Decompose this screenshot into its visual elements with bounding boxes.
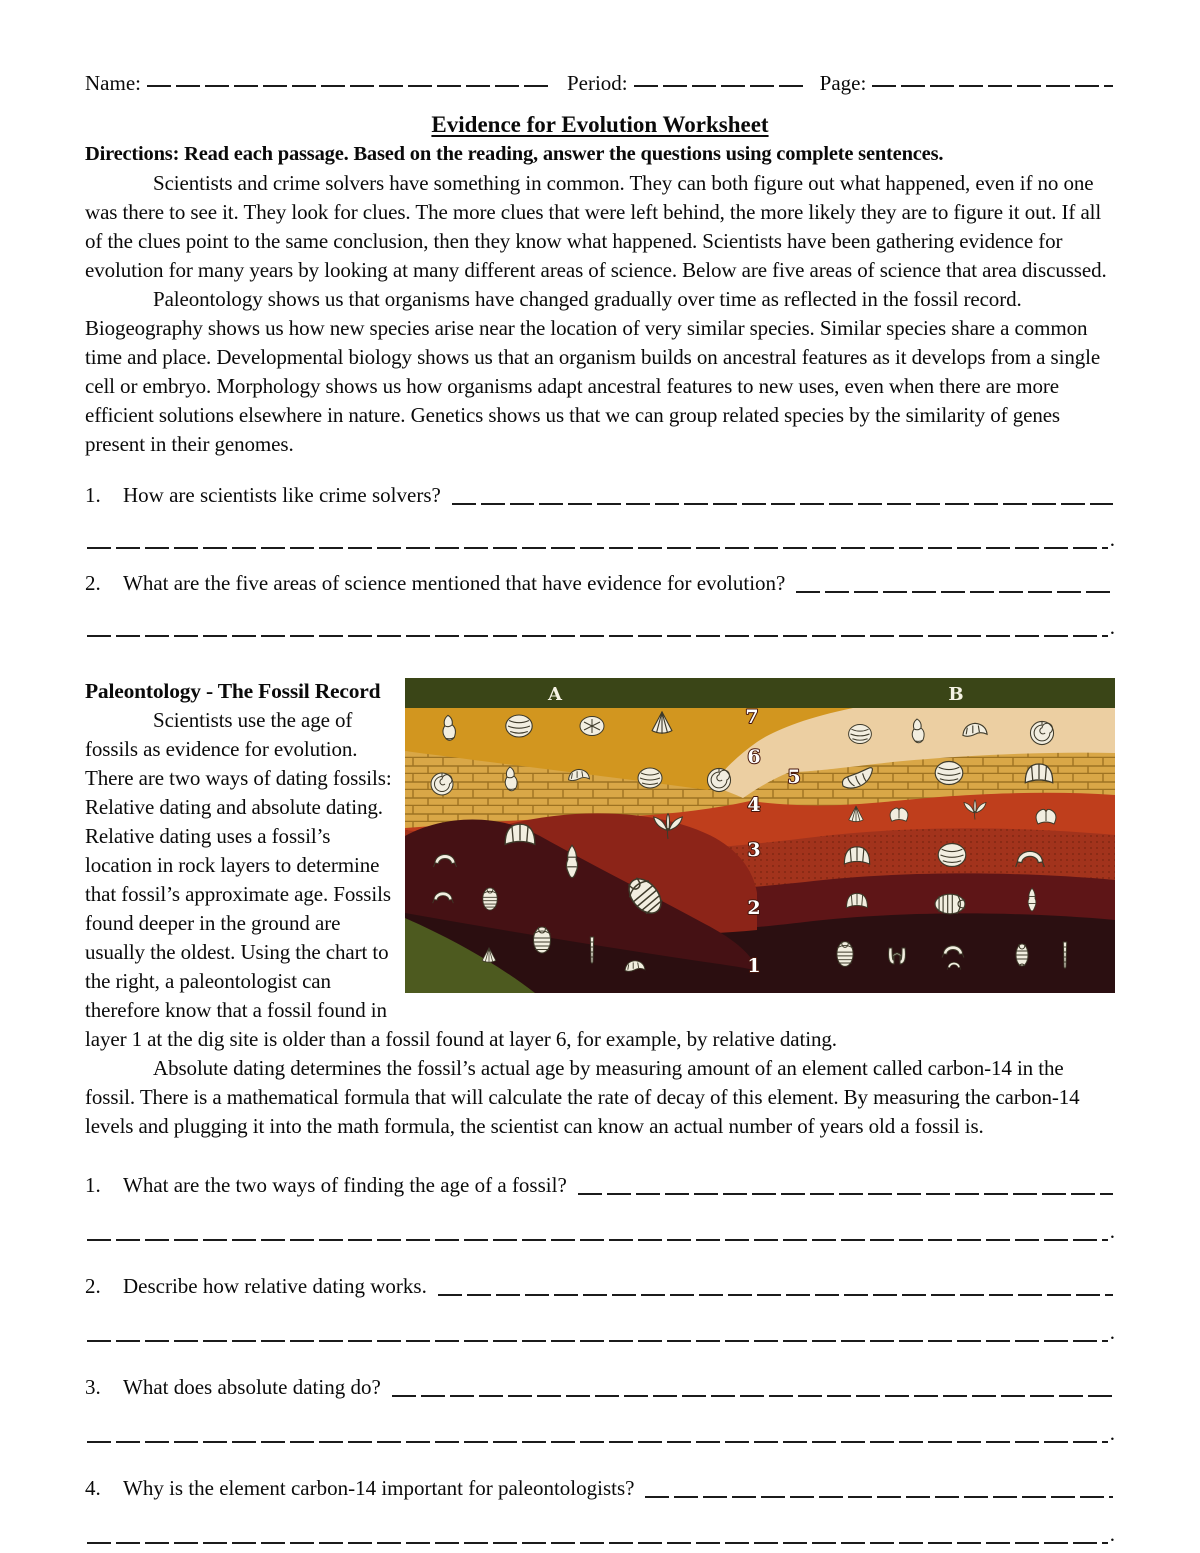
name-blank[interactable] <box>141 68 553 90</box>
fossil-icon <box>506 715 532 737</box>
question-text: What are the two ways of finding the age of a fossil? <box>123 1173 567 1197</box>
fossil-icon <box>431 773 453 795</box>
question-number: 1. <box>85 483 101 507</box>
line-terminator: . <box>1109 615 1115 639</box>
intro-paragraph-2: Paleontology shows us that organisms have changed gradually over time as reflected in the fossil record. Biogeography shows us how new species arise near the location of very similar species. Similar species share a common time and place. Developmental biology shows us that an organism builds on ancestral features as it develops from a single cell or embryo. Morphology shows us how organisms adapt ancestral features to new uses, even when there are more efficient solutions elsewhere in nature. Genetics shows us that we can group related species by the similarity of genes present in their genomes. <box>85 287 1101 456</box>
question-3 <box>85 1373 1115 1448</box>
intro-questions <box>85 481 1115 642</box>
fossil-icon <box>580 717 604 736</box>
question-number: 1. <box>85 1173 101 1197</box>
question-text: Describe how relative dating works. <box>123 1274 427 1298</box>
layer-3-label: 3 <box>747 839 761 861</box>
fossil-icon <box>483 888 497 910</box>
answer-blank[interactable] <box>643 1474 1115 1503</box>
answer-blank[interactable] <box>450 481 1115 510</box>
line-terminator: . <box>1109 1320 1115 1344</box>
question-number: 2. <box>85 571 101 595</box>
question-1 <box>85 1171 1115 1246</box>
paleontology-section <box>85 676 1115 1141</box>
question-text: How are scientists like crime solvers? <box>123 483 441 507</box>
question-2 <box>85 569 1115 642</box>
answer-blank-line2[interactable] <box>85 1217 1110 1246</box>
answer-blank-line2[interactable] <box>85 613 1110 642</box>
answer-blank[interactable] <box>576 1171 1115 1200</box>
question-number: 2. <box>85 1274 101 1298</box>
layer-5-label: 5 <box>787 766 801 788</box>
fossil-icon <box>935 762 963 785</box>
line-terminator: . <box>1109 1421 1115 1445</box>
question-1 <box>85 481 1115 554</box>
layer-4-label: 4 <box>747 794 761 816</box>
answer-blank-line2[interactable] <box>85 1318 1110 1347</box>
fossil-icon <box>935 894 965 914</box>
intro-paragraph-1: Scientists and crime solvers have something in common. They can both figure out what happened, even if no one was there to see it. They look for clues. The more clues that were left behind, the more likely they are to figure it out. If all of the clues point to the same conclusion, then they know what happened. Scientists have been gathering evidence for evolution for many years by looking at many different areas of science. Below are five areas of science that area discussed. <box>85 171 1107 282</box>
question-text: Why is the element carbon-14 important for paleontologists? <box>123 1476 635 1500</box>
question-number: 4. <box>85 1476 101 1500</box>
fossil-icon <box>707 768 730 791</box>
layer-6-label: 6 <box>747 746 761 768</box>
fossil-icon <box>638 768 662 788</box>
line-terminator: . <box>1109 527 1115 551</box>
fossil-icon <box>1016 944 1028 966</box>
fossil-strata-figure <box>405 678 1115 993</box>
layer-2-label: 2 <box>747 897 761 919</box>
line-terminator: . <box>1109 1522 1115 1546</box>
page-title: Evidence for Evolution Worksheet <box>431 112 769 137</box>
question-4 <box>85 1474 1115 1549</box>
fossil-icon <box>890 808 908 821</box>
name-label: Name: <box>85 71 141 95</box>
directions-line: Directions: Read each passage. Based on the reading, answer the questions using complete sentences. <box>85 143 944 165</box>
line-terminator: . <box>1109 1219 1115 1243</box>
fossil-icon <box>1030 721 1053 744</box>
fossil-icon <box>849 725 872 744</box>
figure-header-band <box>405 678 1115 708</box>
question-number: 3. <box>85 1375 101 1399</box>
section-questions <box>85 1171 1115 1549</box>
answer-blank-line2[interactable] <box>85 525 1110 554</box>
layer-1-label: 1 <box>747 955 761 977</box>
section-paragraph-2: Absolute dating determines the fossil’s actual age by measuring amount of an element called carbon-14 in the fossil. There is a mathematical formula that will calculate the rate of decay of this element. By measuring the carbon-14 levels and plugging it into the math formula, the scientist can know an actual number of years old a fossil is. <box>85 1056 1080 1138</box>
fossil-icon <box>534 927 551 953</box>
section-heading: Paleontology - The Fossil Record <box>85 679 381 703</box>
fossil-icon <box>1036 809 1056 824</box>
period-label: Period: <box>566 71 628 95</box>
question-text: What does absolute dating do? <box>123 1375 381 1399</box>
answer-blank-line2[interactable] <box>85 1520 1110 1549</box>
dig-site-a-label: A <box>548 684 562 705</box>
question-text: What are the five areas of science mentioned that have evidence for evolution? <box>123 571 786 595</box>
answer-blank[interactable] <box>794 569 1115 598</box>
section-paragraph-1: Scientists use the age of fossils as evidence for evolution. There are two ways of dating fossils: Relative dating and absolute dating. Relative dating uses a fossil’s location in rock layers to determine that fossil’s approximate age. Fossils found deeper in the ground are usually the oldest. Using the chart to the right, a paleontologist can therefore know that a fossil found in layer 1 at the dig site is older than a fossil found at layer 6, for example, by relative dating. <box>85 708 837 1051</box>
fossil-icon <box>837 942 853 967</box>
answer-blank-line2[interactable] <box>85 1419 1110 1448</box>
answer-blank[interactable] <box>436 1272 1115 1301</box>
question-2 <box>85 1272 1115 1347</box>
fossil-strata-chart <box>405 678 1115 993</box>
fossil-icon <box>938 844 966 867</box>
page-label: Page: <box>819 71 867 95</box>
fossil-icon <box>1063 942 1066 968</box>
fossil-icon <box>590 937 593 963</box>
answer-blank[interactable] <box>390 1373 1115 1402</box>
layer-7-label: 7 <box>745 706 759 728</box>
period-blank[interactable] <box>628 68 806 90</box>
dig-site-b-label: B <box>948 684 964 705</box>
page-blank[interactable] <box>866 68 1115 90</box>
name-period-page-row <box>85 68 1115 98</box>
